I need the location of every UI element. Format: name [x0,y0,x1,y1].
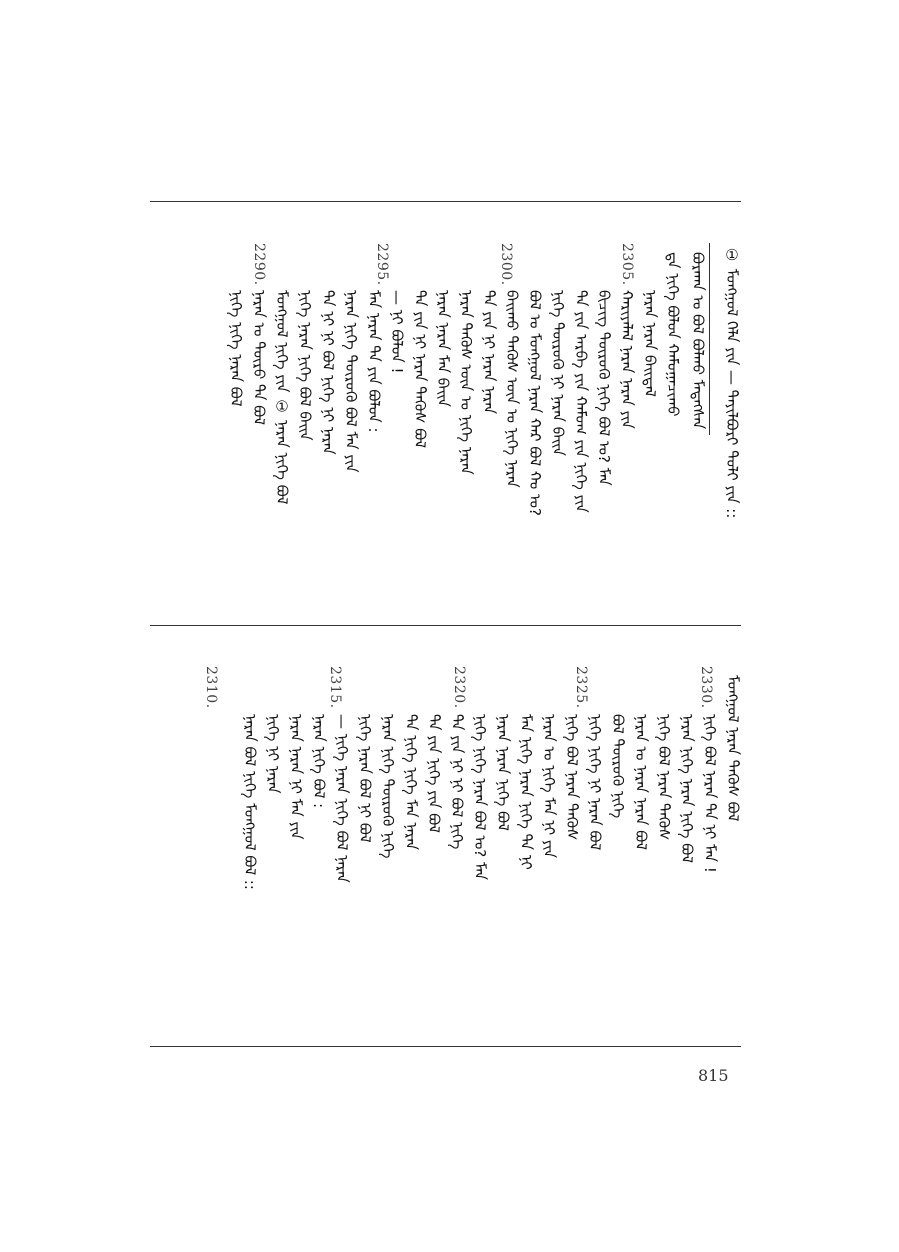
verse-line: — ᠨᠢ ᠪᠣᠯᠣᠨ ! [388,290,406,374]
verse-line: ᠨᠢᠭᠡ ᠨᠢ ᠨᠠᠷᠠᠨ [264,714,282,794]
verse-line: ᠨᠠᠷᠠᠨ ᠨᠢᠭᠡ ᠲᠦᠷᠦᠬᠦ ᠪᠣᠯ ᠮᠠᠨ ᠶᠢᠨ [342,290,360,473]
verse-line: — ᠨᠢᠭᠡ ᠨᠠᠷᠠᠨ ᠨᠢᠭᠡ ᠪᠣᠯ ᠨᠠᠷᠠᠨ [333,714,351,883]
verse-line: ᠨᠠᠷᠠᠨ ᠨᠠᠷᠠᠨ ᠮᠠᠨ ᠪᠠᠢᠨ [434,290,452,407]
line-number: 2305. [619,243,635,286]
verse-line: ᠨᠠᠷᠠᠨ ᠨᠠᠷᠠᠨ ᠨᠢ ᠮᠠᠨ ᠶᠢᠨ [287,714,305,840]
verse-line: ᠲᠠ ᠨᠢᠭᠡ ᠨᠢᠭᠡ ᠮᠠᠨ ᠨᠠᠷᠠᠨ [402,714,420,851]
verse-line: ᠪᠣᠯ ᠤ ᠮᠣᠩᠭᠣᠯ ᠨᠠᠷᠠᠨ ᠬᠠᠷ ᠪᠣᠯ ᠬᠤ ᠤ? [526,290,544,516]
page-number: 815 [698,1066,729,1085]
verse-line: ᠲᠠ ᠶᠢᠨ ᠠᠷᠪᠠ ᠶᠢᠨ ᠬᠠᠮᠤᠭ ᠶᠢᠨ ᠨᠢᠭᠡ ᠶᠢᠨ [572,290,590,513]
verse-line: ᠨᠠᠷᠠᠨ ᠲᠡᠭᠦᠰ ᠦᠨ ᠤ ᠨᠢᠭᠡ ᠨᠠᠷᠠᠨ [457,290,475,475]
verse-line: ᠨᠢᠭᠡ ᠨᠢᠭᠡ ᠨᠢ ᠨᠠᠷᠠᠨ ᠪᠣᠯ [586,714,604,851]
bottom-rule [150,1046,741,1047]
verse-line: ᠪᠣᠯ ᠲᠦᠷᠦᠬᠦ ᠨᠢᠭᠡ [609,714,627,819]
verse-line: ᠮᠣᠩᠭᠣᠯ ᠨᠢᠭᠡ ᠶᠢᠨ ① ᠨᠠᠷᠠᠨ ᠨᠢᠭᠡ ᠪᠣᠯ [273,290,291,505]
verse-line: ᠨᠠᠷᠠᠨ ᠤ ᠲᠦᠷᠦ ᠲᠠ ᠪᠣᠯ [250,290,268,425]
line-number: 2330. [698,666,714,709]
verse-line: ᠪᠠᠢᠬᠤ ᠲᠡᠭᠦᠰ ᠦᠨ ᠤ ᠨᠢᠭᠡ ᠨᠠᠷᠠᠨ [503,290,521,488]
verse-line: ᠨᠠᠷᠠᠨ ᠨᠢᠭᠡ ᠲᠦᠷᠦᠬᠦ ᠨᠢᠭᠡ [379,714,397,859]
verse-line: ᠨᠢᠭᠡ ᠨᠢᠭᠡ ᠨᠠᠷᠠᠨ ᠪᠣᠯ ᠤ? ᠮᠠᠨ [471,714,489,881]
verse-line: ᠲᠠ ᠶᠢᠨ ᠨᠢ ᠨᠢ ᠪᠣᠯ ᠨᠢᠭᠡ [448,714,466,850]
middle-rule [150,625,741,626]
verse-line: ᠲᠠ ᠶᠢᠨ ᠨᠢ ᠨᠠᠷᠠᠨ ᠲᠡᠭᠦᠰ ᠪᠣᠯ [411,290,429,448]
line-number: 2315. [327,666,343,709]
verse-line: ᠨᠠᠷᠠᠨ ᠨᠢᠭᠡ ᠨᠠᠷᠠᠨ ᠨᠢᠭᠡ ᠪᠣᠯ [678,714,696,864]
line-number: 2310. [203,666,219,709]
top-rule [150,201,741,202]
verse-line: ᠨᠠᠷᠠᠨ ᠤ ᠨᠢᠭᠡ ᠮᠠᠨ ᠨᠢ ᠶᠢᠨ [540,714,558,859]
verse-line: ᠳᠠ ᠨᠢᠭᠡ ᠪᠣᠯᠤᠨ ᠬᠠᠮᠤᠭᠠᠴᠢᠬᠤ [664,252,682,417]
verse-line: ᠨᠢᠭᠡ ᠪᠣᠯ ᠨᠠᠷᠠᠨ ᠲᠡᠭᠦᠰ [563,714,581,841]
verse-line: ᠮᠣᠩᠭᠣᠯ ᠨᠠᠷᠠᠨ ᠲᠡᠭᠦᠰ ᠪᠣᠯ [724,675,742,822]
verse-line: ᠲᠠ ᠶᠢᠨ ᠨᠢ ᠨᠠᠷᠠᠨ ᠨᠠᠷᠠᠨ [480,290,498,414]
verse-line: ᠨᠢᠭᠡ ᠨᠢᠭᠡ ᠨᠠᠷᠠᠨ ᠪᠣᠯ [227,290,245,407]
verse-line: ᠨᠢᠭᠡ ᠨᠠᠷᠠᠨ ᠨᠢᠭᠡ ᠪᠣᠯ ᠪᠠᠢᠨ [296,290,314,441]
verse-line: ᠬᠠᠷᠢᠶᠠᠯᠠᠯ ᠨᠠᠷᠠᠨ ᠨᠠᠷᠠᠨ ᠶᠢᠨ [618,290,636,429]
line-number: 2320. [451,666,467,709]
line-number: 2325. [573,666,589,709]
verse-line: ᠨᠢᠭᠡ ᠪᠣᠯ ᠨᠠᠷᠠᠨ ᠲᠡᠭᠦᠰ [655,714,673,841]
verse-line: ᠨᠠᠷᠠᠨ ᠨᠢᠭᠡ ᠪᠣᠯ : [310,714,328,809]
verse-line: ᠲᠠ ᠨᠢ ᠨᠢ ᠪᠣᠯ ᠨᠢᠭᠡ ᠨᠢ ᠨᠠᠷᠠᠨ [319,290,337,455]
line-number: 2295. [374,243,390,286]
verse-line: ᠨᠢᠭᠡ ᠪᠣᠯ ᠨᠠᠷᠠᠨ ᠲᠠ ᠨᠢ ᠮᠠᠨ ! [701,714,719,873]
line-number: 2300. [498,243,514,286]
line-number: 2290. [251,243,267,286]
verse-line: ᠨᠢᠭᠡ ᠲᠦᠷᠦᠬᠦ ᠨᠢ ᠨᠠᠷᠠᠨ ᠪᠠᠢᠨ [549,290,567,456]
verse-line: ᠮᠠᠨ ᠨᠢᠭᠡ ᠨᠠᠷᠠᠨ ᠨᠢᠭᠡ ᠲᠠ ᠨᠢ [517,714,535,870]
verse-line: ᠨᠠᠷᠠᠨ ᠪᠣᠯ ᠨᠢᠭᠡ ᠮᠣᠩᠭᠣᠯ ᠪᠣᠯ :: [241,714,259,890]
verse-line: ᠨᠠᠷᠠᠨ ᠨᠠᠷᠠᠨ ᠨᠢᠭᠡ ᠪᠣᠯ [494,714,512,831]
footnote-text: ① ᠮᠣᠩᠭᠣᠯ ᠬᠡᠯᠡ ᠶᠢᠨ — ᠲᠠᠶᠢᠯᠪᠤᠷᠢ ᠲᠣᠯᠢ ᠶᠢᠨ :: [723,246,741,519]
verse-line: ᠮᠠᠨ ᠨᠠᠷᠠᠨ ᠲᠡ ᠶᠢᠨ ᠪᠣᠯᠣᠨ : [365,290,383,433]
verse-line: ᠨᠢᠭᠡ ᠨᠠᠷᠠᠨ ᠪᠣᠯ ᠨᠢ ᠪᠣᠯ [356,714,374,843]
verse-line: ᠲᠠ ᠶᠢᠨ ᠨᠢᠭᠡ ᠶᠢᠨ ᠪᠣᠯ [425,714,443,833]
verse-line: ᠪᠢᠴᠢᠭ ᠲᠦᠷᠦᠬᠦ ᠨᠢᠭᠡ ᠪᠣᠯ ᠤ? ᠮᠠᠨ [595,290,613,486]
verse-line: ᠨᠠᠷᠠᠨ ᠨᠠᠷᠠᠨ ᠪᠠᠢᠳᠠᠯ [641,290,659,397]
verse-line: ᠨᠠᠷᠠᠨ ᠤ ᠨᠠᠷᠠᠨ ᠨᠠᠷᠠᠨ ᠪᠣᠯ [632,714,650,850]
verse-line: ᠪᠤᠷᠬᠠᠨ ᠤ ᠪᠣᠯ ᠪᠣᠯᠬᠤ ᠮᠡᠳᠡᠭᠰᠡᠨ [689,252,707,430]
